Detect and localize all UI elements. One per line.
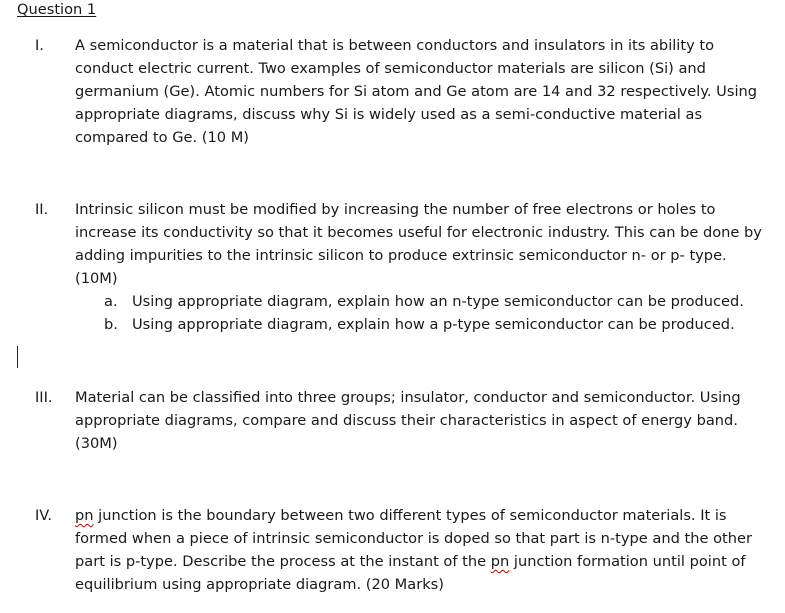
sub-b-text: Using appropriate diagram, explain how a p-type semiconductor can be produced.	[132, 316, 735, 333]
question-4-text	[75, 504, 765, 596]
question-4-text-part-1: junction is the boundary between two different types of semiconductor materials. It is formed when a piece of intrinsic semiconductor is doped so that part is n-type and the other part is p-type. Describe the process at the instant of the	[75, 507, 752, 570]
question-2-numeral: II.	[35, 201, 49, 218]
question-2-text: Intrinsic silicon must be modified by increasing the number of free electrons or holes to increase its conductivity so that it becomes useful for electronic industry. This can be done by adding impurities to the intrinsic silicon to produce extrinsic semiconductor n- or p- type. (10M)	[75, 201, 762, 287]
question-1-text: A semiconductor is a material that is between conductors and insulators in its ability to conduct electric current. Two examples of semiconductor materials are silicon (Si) and germanium (Ge). Atomic numbers for Si atom and Ge atom are 14 and 32 respectively. Using appropriate diagrams, discuss why Si is widely used as a semi-conductive material as compared to Ge. (10 M)	[75, 37, 758, 146]
question-4-numeral: IV.	[35, 507, 53, 524]
pn-word-2[interactable]: pn	[490, 553, 510, 570]
sub-a-text: Using appropriate diagram, explain how an n-type semiconductor can be produced.	[132, 293, 744, 310]
question-1-numeral: I.	[35, 37, 44, 54]
question-title: Question 1	[17, 1, 97, 18]
pn-word-1[interactable]: pn	[75, 507, 94, 524]
question-3-numeral: III.	[35, 389, 53, 406]
text-cursor	[17, 346, 18, 368]
question-3-text: Material can be classified into three groups; insulator, conductor and semiconductor. Using appropriate diagrams, compare and discuss their characteristics in aspect of energy band. (30M)	[75, 389, 741, 452]
question-4-text-part-2: junction formation until point of equilibrium using appropriate diagram. (20 Marks)	[75, 553, 746, 593]
sub-b-label: b.	[104, 316, 118, 333]
sub-a-label: a.	[104, 293, 118, 310]
